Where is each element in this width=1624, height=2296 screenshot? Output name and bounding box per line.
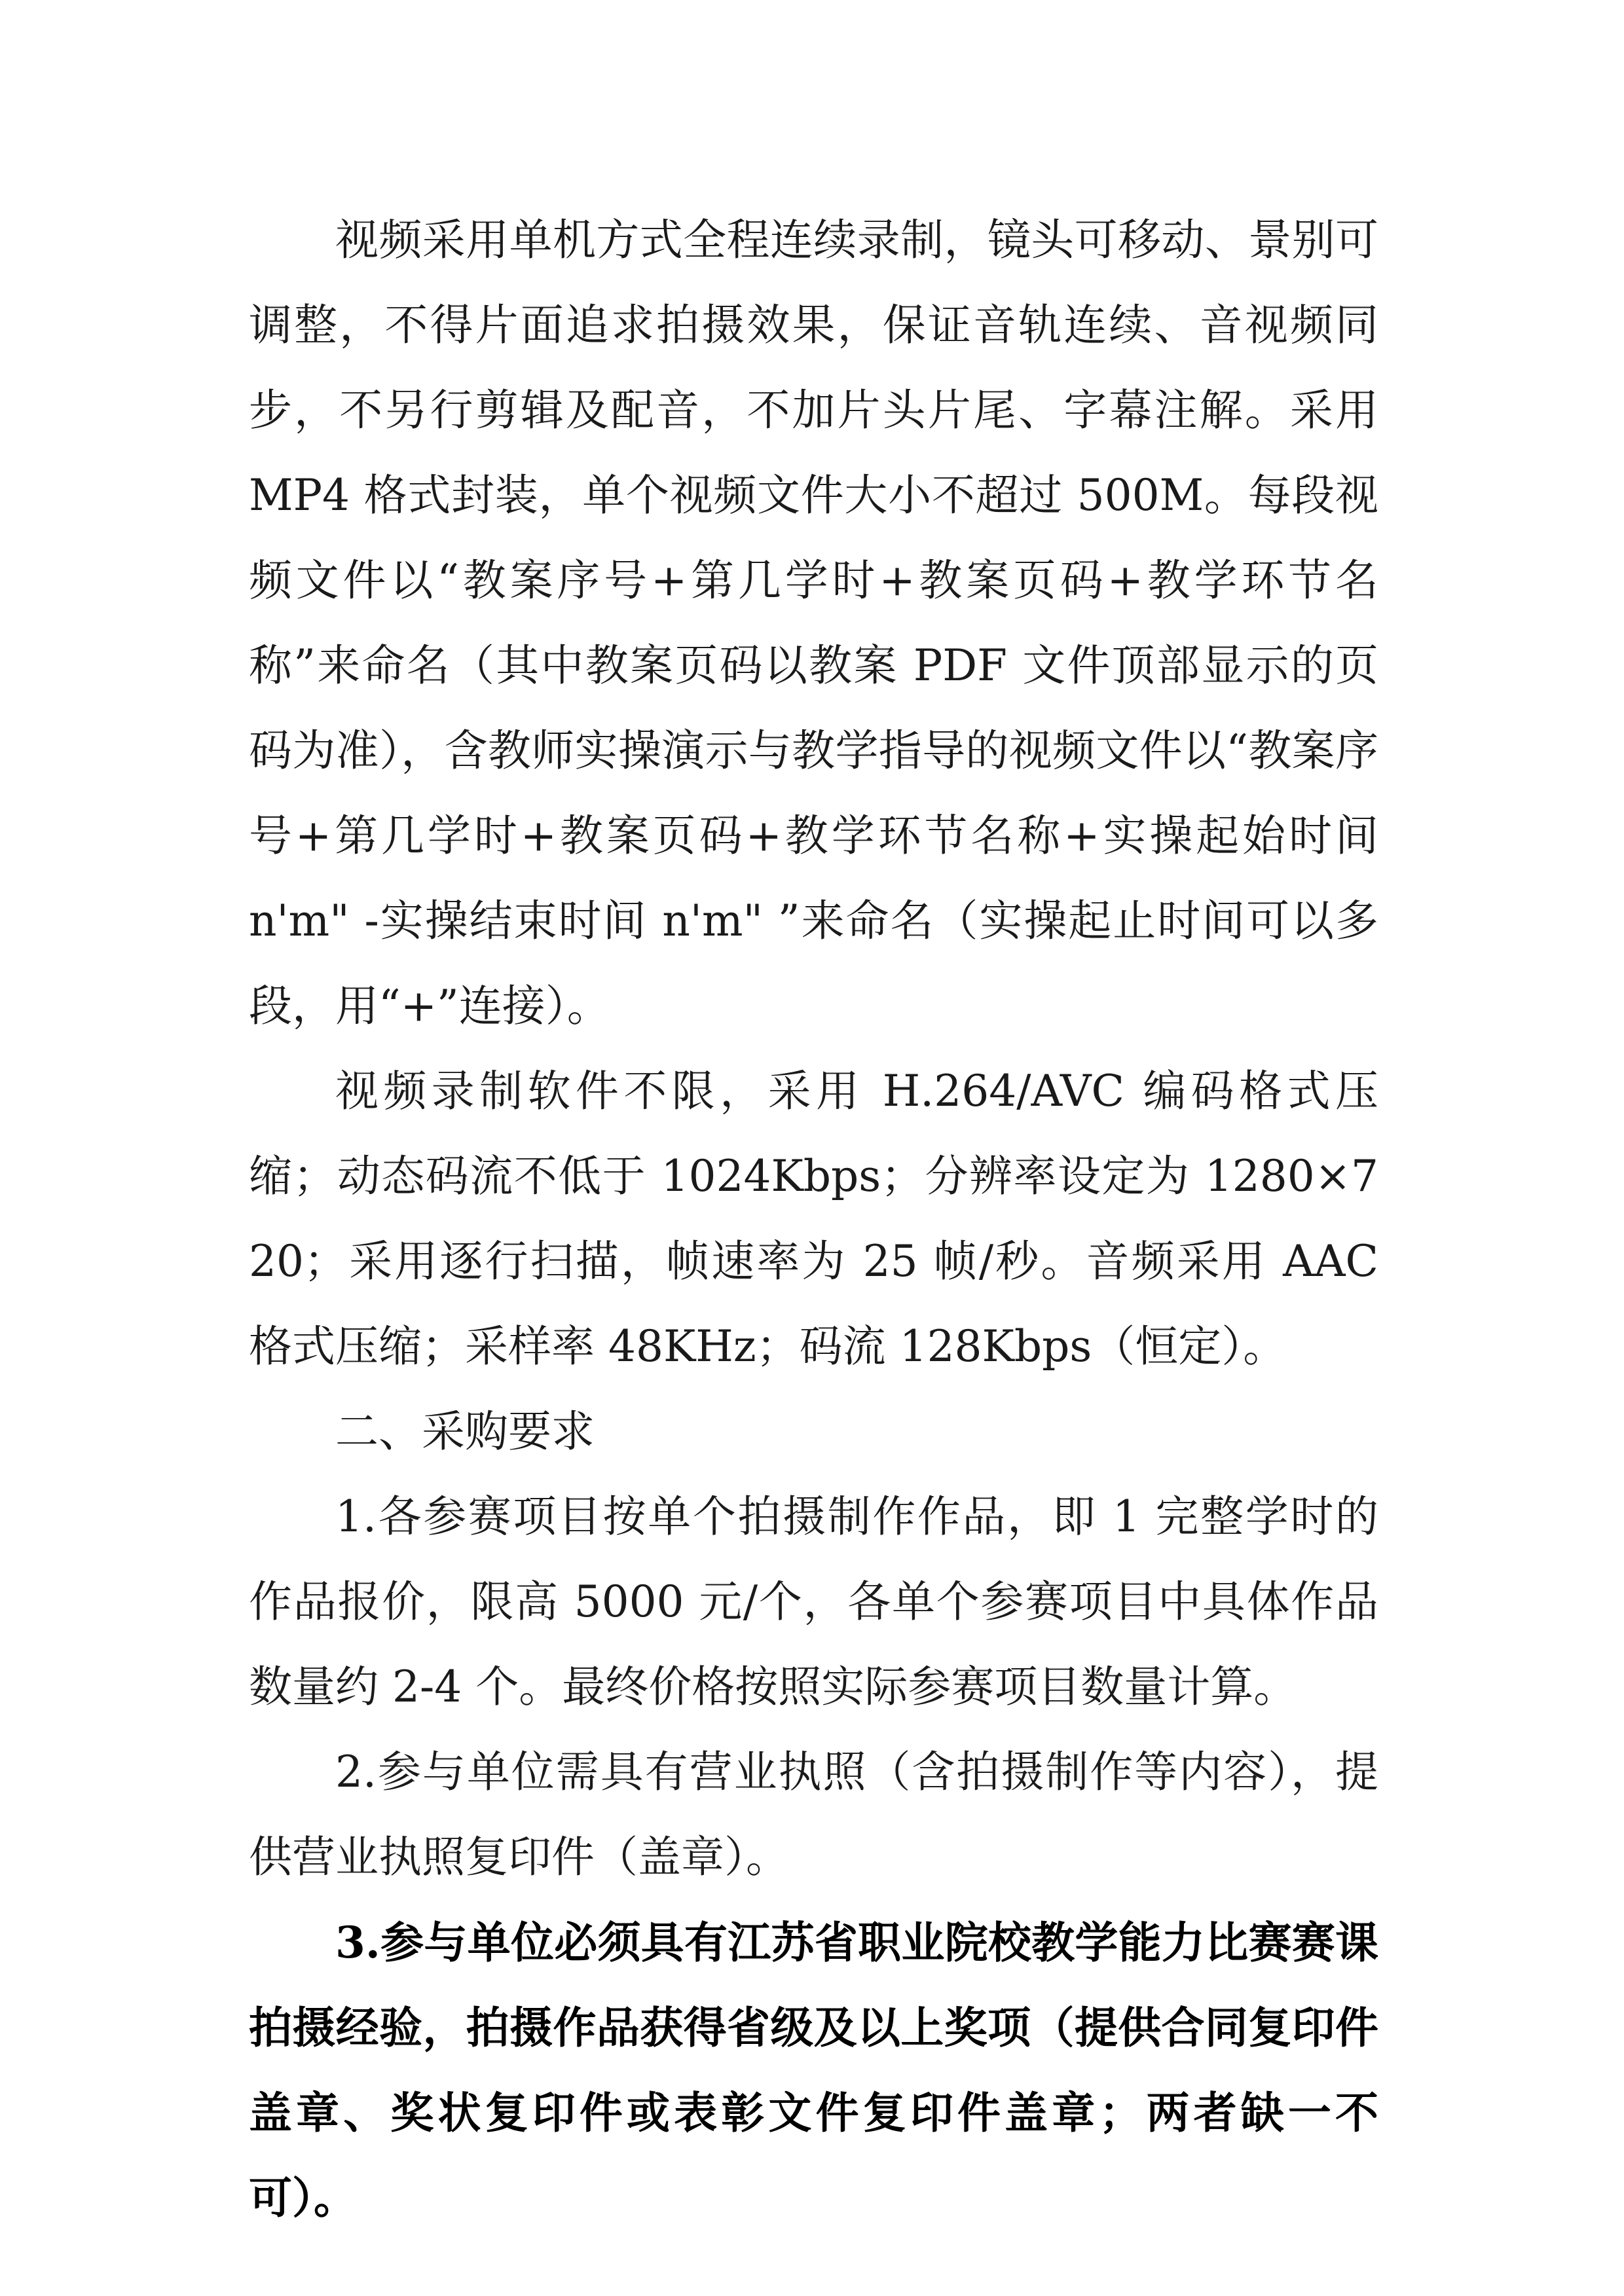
paragraph-requirement-1: 1.各参赛项目按单个拍摄制作作品，即 1 完整学时的作品报价，限高 5000 元/个，各单个参赛项目中具体作品数量约 2-4 个。最终价格按照实际参赛项目数量计算。 <box>249 1491 1378 1712</box>
paragraph-requirement-3: 3.参与单位必须具有江苏省职业院校教学能力比赛赛课拍摄经验，拍摄作品获得省级及以上奖项（提供合同复印件盖章、奖状复印件或表彰文件复印件盖章；两者缺一不可）。 <box>249 1917 1378 2223</box>
paragraph-video-recording-rules: 视频采用单机方式全程连续录制，镜头可移动、景别可调整，不得片面追求拍摄效果，保证音轨连续、音视频同步，不另行剪辑及配音，不加片头片尾、字幕注解。采用 MP4 格式封装，单个视频文件大小不超过 500M。每段视频文件以“教案序号+第几学时+教案页码+教学环节名称”来命名（其中教案页码以教案 PDF 文件顶部显示的页码为准），含教师实操演示与教学指导的视频文件以“教案序号+第几学时+教案页码+教学环节名称+实操起始时间 n'm" -实操结束时间 n'm" ”来命名（实操起止时间可以多段，用“+”连接）。 <box>249 215 1392 1031</box>
paragraph-requirement-2: 2.参与单位需具有营业执照（含拍摄制作等内容），提供营业执照复印件（盖章）。 <box>249 1747 1378 1882</box>
document-body <box>249 198 1392 2240</box>
paragraph-video-encoding-specs: 视频录制软件不限，采用 H.264/AVC 编码格式压缩；动态码流不低于 1024Kbps；分辨率设定为 1280×720；采用逐行扫描，帧速率为 25 帧/秒。音频采用 AAC 格式压缩；采样率 48KHz；码流 128Kbps（恒定）。 <box>249 1066 1392 1372</box>
section-heading-procurement-requirements: 二、采购要求 <box>335 1406 595 1457</box>
